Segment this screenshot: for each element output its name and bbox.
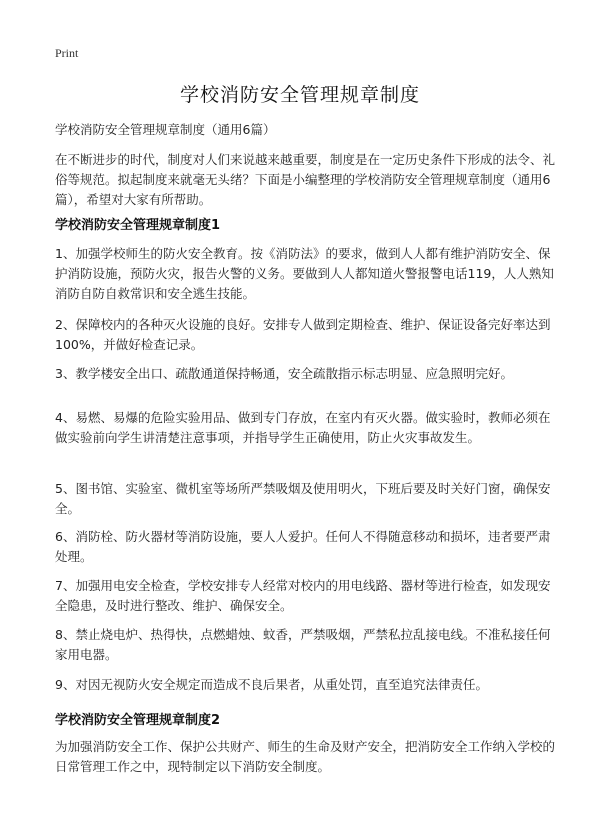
intro-paragraph: 在不断进步的时代，制度对人们来说越来越重要，制度是在一定历史条件下形成的法令、礼俗等规范。拟起制度来就毫无头绪？下面是小编整理的学校消防安全管理规章制度（通用6篇），希望对大家有所帮助。 [55,152,556,207]
section-heading-2: 学校消防安全管理规章制度2 [55,713,221,728]
section1-item-1: 1、加强学校师生的防火安全教育。按《消防法》的要求，做到人人都有维护消防安全、保护消防设施，预防火灾，报告火警的义务。要做到人人都知道火警报警电话119，人人熟知消防自防自救常识和安全逃生技能。 [55,246,554,301]
section1-item-9: 9、对因无视防火安全规定而造成不良后果者，从重处罚，直至追究法律责任。 [55,677,488,692]
section1-item-6: 6、消防栓、防火器材等消防设施，要人人爱护。任何人不得随意移动和损坏，违者要严肃处理。 [55,529,551,564]
print-label: Print [55,46,79,60]
section1-item-3: 3、教学楼安全出口、疏散通道保持畅通，安全疏散指示标志明显、应急照明完好。 [55,366,513,381]
document-subtitle: 学校消防安全管理规章制度（通用6篇） [55,122,276,137]
section2-item-1: 为加强消防安全工作、保护公共财产、师生的生命及财产安全，把消防安全工作纳入学校的日常管理工作之中，现特制定以下消防安全制度。 [55,739,556,774]
section1-item-8: 8、禁止烧电炉、热得快，点燃蜡烛、蚊香，严禁吸烟，严禁私拉乱接电线。不准私接任何家用电器。 [55,627,551,662]
section-heading-1: 学校消防安全管理规章制度1 [55,218,221,233]
section1-item-7: 7、加强用电安全检查，学校安排专人经常对校内的用电线路、器材等进行检查，如发现安全隐患，及时进行整改、维护、确保安全。 [55,578,551,613]
section1-item-2: 2、保障校内的各种灭火设施的良好。安排专人做到定期检查、维护、保证设备完好率达到100%，并做好检查记录。 [55,317,551,352]
section1-item-4: 4、易燃、易爆的危险实验用品、做到专门存放，在室内有灭火器。做实验时，教师必须在做实验前向学生讲清楚注意事项，并指导学生正确使用，防止火灾事故发生。 [55,410,551,445]
document-title: 学校消防安全管理规章制度 [179,84,420,106]
section1-item-5: 5、图书馆、实验室、微机室等场所严禁吸烟及使用明火，下班后要及时关好门窗，确保安全。 [55,481,551,516]
